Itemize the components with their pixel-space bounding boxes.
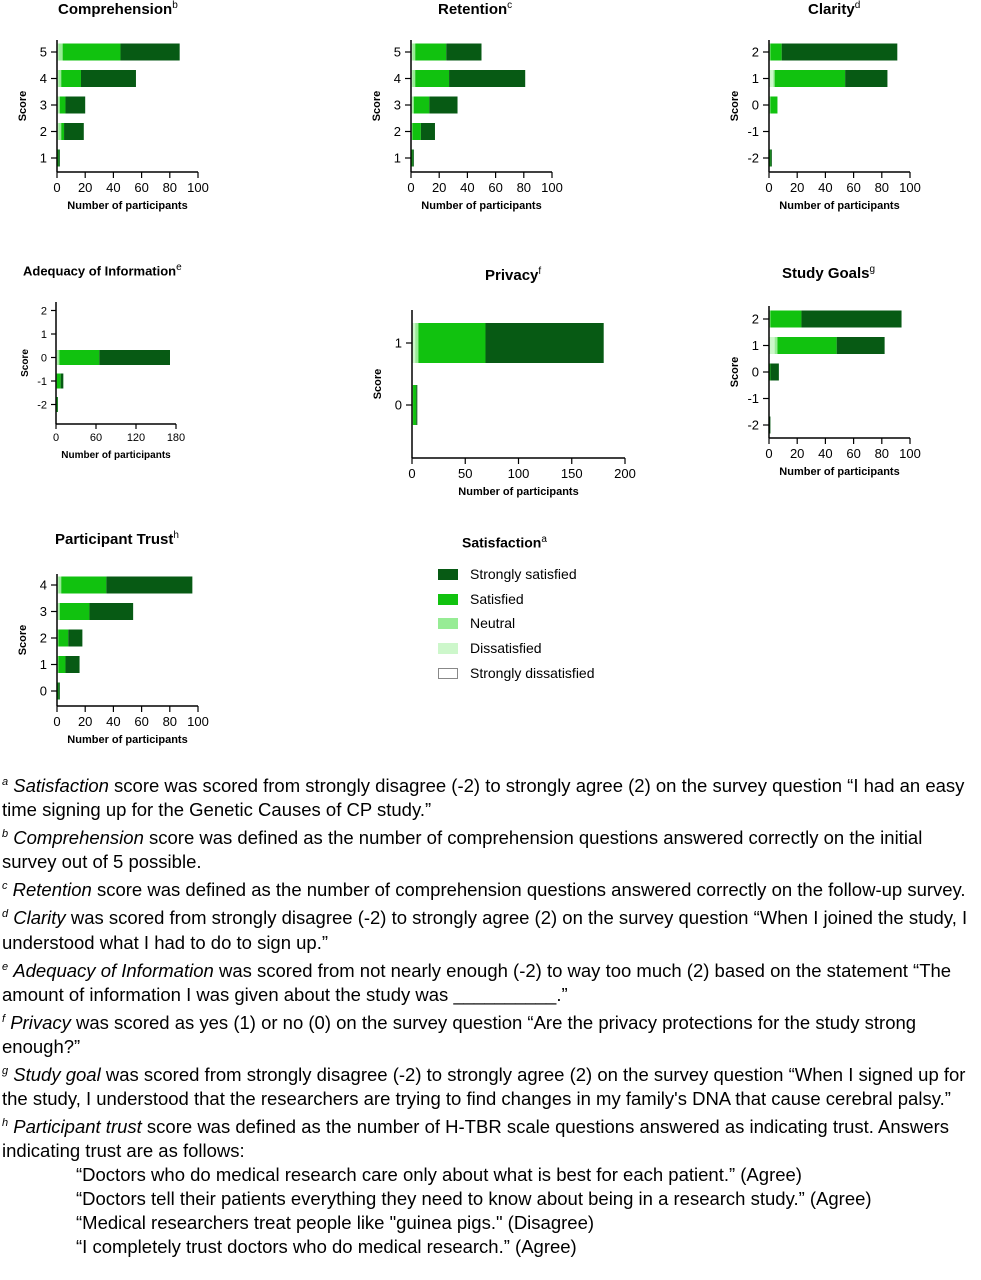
bar-segment [58, 97, 59, 114]
y-tick-label: 0 [394, 397, 402, 413]
legend-label: Neutral [470, 615, 516, 631]
bar-segment [59, 350, 99, 365]
footnote-c: $^c$ Retention score was defined as the number of comprehension questions answered correctly on the follow-up survey. [2, 879, 966, 901]
bar-segment [58, 123, 61, 140]
x-tick-label: 0 [52, 432, 60, 444]
y-tick-label: 5 [393, 44, 401, 60]
privacy-chart [360, 262, 650, 502]
bar-segment [777, 337, 836, 354]
footnote-e: $^e$ Adequacy of Information was scored from not nearly enough (-2) to way too much (2) based on the statement “The amount of information I was given about the study was __________.” [2, 959, 952, 1005]
x-tick-label: 100 [899, 180, 921, 195]
y-axis-label: Score [20, 349, 31, 377]
x-tick-label: 0 [407, 180, 415, 195]
y-tick-label: -2 [747, 150, 759, 166]
bar-segment [413, 385, 416, 425]
bar-segment [60, 97, 66, 114]
x-tick-label: 20 [77, 180, 93, 195]
x-tick-label: 100 [541, 180, 563, 195]
chart-title: Participant Trust$^h$ [55, 530, 179, 548]
bar-segment [412, 123, 420, 140]
legend-label: Satisfied [470, 591, 524, 607]
y-tick-label: 1 [393, 150, 401, 166]
y-tick-label: 4 [39, 71, 47, 87]
y-tick-label: 3 [39, 604, 47, 620]
panel-participant-trust [0, 530, 230, 760]
x-tick-label: 40 [106, 714, 121, 729]
x-tick-label: 80 [874, 180, 890, 195]
bar-segment [58, 630, 68, 647]
footnote-a: $^a$ Satisfaction score was scored from strongly disagree (-2) to strongly agree (2) on the survey question “I had an easy time signing up for the Genetic Causes of CP study.” [2, 775, 965, 821]
bar-segment [770, 311, 801, 328]
y-tick-label: 1 [40, 328, 47, 341]
x-tick-label: 20 [431, 180, 447, 195]
y-tick-label: -2 [37, 399, 47, 412]
bar-segment [61, 70, 81, 87]
bar-segment [412, 44, 415, 61]
y-tick-label: 1 [39, 150, 47, 166]
bar-segment [58, 150, 59, 167]
bar-segment [446, 44, 481, 61]
y-axis-label: Score [729, 90, 741, 122]
x-tick-label: 40 [818, 180, 833, 195]
x-tick-label: 80 [874, 446, 890, 461]
y-axis-label: Score [372, 368, 384, 400]
x-tick-label: 60 [134, 714, 149, 729]
legend-label: Strongly dissatisfied [470, 665, 595, 681]
trust-item: “Doctors tell their patients everything they need to know about being in a research study.” (Agree) [76, 1188, 872, 1210]
bar-segment [58, 683, 59, 700]
bar-segment [57, 397, 58, 412]
bar-segment [414, 97, 430, 114]
y-axis-label: Score [17, 90, 29, 122]
x-tick-label: 120 [126, 432, 146, 444]
bar-segment [99, 350, 170, 365]
bar-segment [120, 44, 179, 61]
bar-segment [782, 44, 898, 61]
comprehension-chart [0, 0, 230, 230]
x-tick-label: 100 [507, 466, 530, 481]
x-tick-label: 60 [134, 180, 149, 195]
x-tick-label: 100 [187, 714, 209, 729]
bar-segment [60, 603, 90, 620]
bar-segment [65, 656, 79, 673]
x-tick-label: 40 [106, 180, 121, 195]
y-tick-label: -1 [747, 391, 759, 407]
bar-segment [775, 70, 846, 87]
bar-segment [415, 44, 446, 61]
panel-study-goals [720, 262, 950, 492]
bar-segment [416, 385, 417, 425]
bar-segment [421, 123, 435, 140]
chart-title: Comprehension$^b$ [58, 0, 178, 18]
x-tick-label: 60 [89, 432, 103, 444]
y-tick-label: 4 [393, 71, 401, 87]
x-axis-label: Number of participants [61, 450, 171, 461]
legend [432, 532, 652, 692]
x-tick-label: 20 [789, 446, 805, 461]
x-tick-label: 80 [162, 714, 178, 729]
x-tick-label: 60 [488, 180, 503, 195]
legend-swatch [438, 618, 458, 629]
x-tick-label: 20 [77, 714, 93, 729]
y-tick-label: 3 [39, 97, 47, 113]
legend-swatch [438, 643, 458, 654]
retention-chart [360, 0, 590, 230]
bar-segment [63, 44, 121, 61]
y-tick-label: 1 [751, 338, 759, 354]
bar-segment [775, 337, 778, 354]
panel-comprehension [0, 0, 230, 230]
x-tick-label: 60 [846, 446, 861, 461]
panel-privacy [360, 262, 650, 502]
y-tick-label: 2 [393, 124, 401, 140]
bar-segment [57, 350, 59, 365]
x-tick-label: 200 [614, 466, 636, 481]
bar-segment [57, 374, 61, 389]
x-tick-label: 0 [765, 180, 773, 195]
y-tick-label: 0 [39, 683, 47, 699]
x-axis-label: Number of participants [67, 200, 188, 212]
clarity-chart [720, 0, 950, 230]
bar-segment [415, 70, 449, 87]
adequacy-chart [0, 262, 230, 462]
y-axis-label: Score [17, 624, 29, 656]
bar-segment [449, 70, 525, 87]
x-tick-label: 0 [53, 180, 61, 195]
x-tick-label: 20 [789, 180, 805, 195]
participant-trust-chart [0, 530, 230, 760]
x-tick-label: 150 [560, 466, 583, 481]
trust-item: “I completely trust doctors who do medical research.” (Agree) [76, 1236, 577, 1258]
study-goals-chart [720, 262, 950, 492]
y-tick-label: 2 [751, 44, 759, 60]
x-tick-label: 50 [458, 466, 473, 481]
bar-segment [769, 337, 775, 354]
bar-segment [89, 603, 133, 620]
bar-segment [770, 150, 771, 167]
chart-title: Retention$^c$ [438, 0, 513, 18]
bar-segment [58, 577, 61, 594]
x-axis-label: Number of participants [421, 200, 542, 212]
bar-segment [770, 97, 777, 114]
chart-title: Privacy$^f$ [485, 266, 542, 284]
x-axis-label: Number of participants [779, 200, 900, 212]
y-tick-label: 2 [39, 630, 47, 646]
legend-swatch [438, 594, 458, 605]
legend-swatch [438, 668, 458, 679]
y-axis-label: Score [729, 356, 741, 388]
bar-segment [61, 374, 64, 389]
bar-segment [412, 70, 415, 87]
legend-label: Strongly satisfied [470, 566, 577, 582]
x-tick-label: 40 [460, 180, 475, 195]
bar-segment [773, 70, 774, 87]
panel-retention [360, 0, 590, 230]
footnote-g: $^g$ Study goal was scored from strongly disagree (-2) to strongly agree (2) on the survey question “When I signed up for the study, I understood that the researchers are trying to find changes in my family's DNA that cause cerebral palsy.” [2, 1064, 966, 1110]
y-tick-label: 1 [751, 71, 759, 87]
footnote-d: $^d$ Clarity was scored from strongly disagree (-2) to strongly agree (2) on the survey question “When I joined the study, I understood what I had to do to sign up.” [2, 907, 968, 953]
bar-segment [58, 44, 62, 61]
y-tick-label: -2 [747, 417, 759, 433]
bar-segment [770, 364, 778, 381]
y-axis-label: Score [371, 90, 383, 122]
bar-segment [68, 630, 82, 647]
bar-segment [412, 150, 413, 167]
bar-segment [845, 70, 887, 87]
x-tick-label: 0 [765, 446, 773, 461]
y-tick-label: 1 [39, 657, 47, 673]
footnotes [2, 770, 980, 1259]
x-tick-label: 40 [818, 446, 833, 461]
y-tick-label: -1 [747, 124, 759, 140]
chart-title: Adequacy of Information$^e$ [23, 262, 182, 279]
legend-swatch [438, 569, 458, 580]
footnote-f: $^f$ Privacy was scored as yes (1) or no (0) on the survey question “Are the privacy protections for the study strong enough?” [2, 1011, 917, 1057]
bar-segment [64, 123, 84, 140]
bar-segment [58, 656, 65, 673]
y-tick-label: 1 [394, 335, 402, 351]
bar-segment [58, 603, 59, 620]
bar-segment [58, 70, 61, 87]
y-tick-label: 0 [40, 352, 47, 365]
x-tick-label: 100 [899, 446, 921, 461]
trust-item: “Doctors who do medical research care only about what is best for each patient.” (Agree) [76, 1164, 802, 1186]
panel-clarity [720, 0, 950, 230]
bar-segment [837, 337, 885, 354]
legend-title: Satisfaction$^a$ [462, 534, 547, 551]
x-axis-label: Number of participants [458, 486, 579, 498]
x-tick-label: 100 [187, 180, 209, 195]
bar-segment [418, 323, 485, 363]
y-tick-label: 3 [393, 97, 401, 113]
y-tick-label: -1 [37, 375, 47, 388]
bar-segment [485, 323, 603, 363]
x-axis-label: Number of participants [67, 734, 188, 746]
bar-segment [65, 97, 85, 114]
bar-segment [61, 577, 106, 594]
x-tick-label: 0 [408, 466, 416, 481]
legend-label: Dissatisfied [470, 640, 542, 656]
bar-segment [81, 70, 136, 87]
x-tick-label: 60 [846, 180, 861, 195]
y-tick-label: 2 [751, 311, 759, 327]
y-tick-label: 5 [39, 44, 47, 60]
bar-segment [770, 44, 781, 61]
y-tick-label: 2 [40, 305, 47, 318]
y-tick-label: 0 [751, 97, 759, 113]
x-axis-label: Number of participants [779, 466, 900, 478]
bar-segment [429, 97, 457, 114]
bar-segment [412, 97, 413, 114]
footnote-h: $^h$ Participant trust score was defined as the number of H-TBR scale questions answered as indicating trust. Answers indicating trust are as follows: [2, 1116, 949, 1162]
footnote-b: $^b$ Comprehension score was defined as the number of comprehension questions answered correctly on the initial survey out of 5 possible. [2, 827, 923, 873]
bar-segment [801, 311, 901, 328]
y-tick-label: 2 [39, 124, 47, 140]
x-tick-label: 0 [53, 714, 61, 729]
x-tick-label: 80 [162, 180, 178, 195]
y-tick-label: 4 [39, 577, 47, 593]
chart-title: Study Goals$^g$ [782, 264, 876, 282]
chart-title: Clarity$^d$ [808, 0, 861, 18]
y-tick-label: 0 [751, 364, 759, 380]
bar-segment [415, 323, 418, 363]
trust-item: “Medical researchers treat people like "guinea pigs." (Disagree) [76, 1212, 595, 1234]
x-tick-label: 80 [516, 180, 532, 195]
bar-segment [61, 123, 64, 140]
bar-segment [106, 577, 192, 594]
x-tick-label: 180 [166, 432, 186, 444]
panel-adequacy [0, 262, 230, 462]
